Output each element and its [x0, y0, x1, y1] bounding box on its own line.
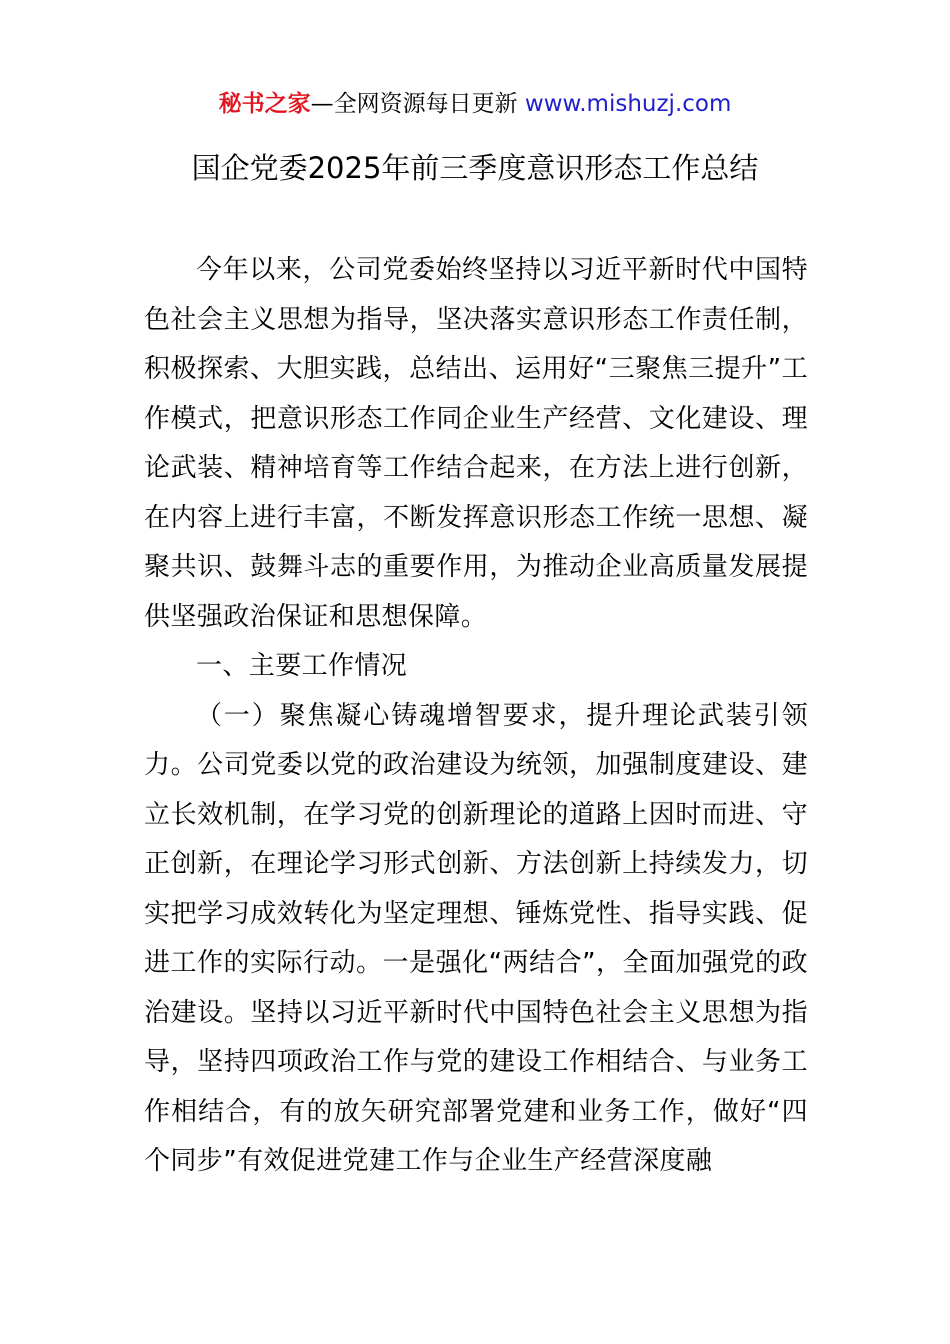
intro-paragraph: 今年以来，公司党委始终坚持以习近平新时代中国特色社会主义思想为指导，坚决落实意识形态工作责任制，积极探索、大胆实践，总结出、运用好“三聚焦三提升”工作模式，把意识形态工作同企业生产经营、文化建设、理论武装、精神培育等工作结合起来，在方法上进行创新，在内容上进行丰富，不断发挥意识形态工作统一思想、凝聚共识、鼓舞斗志的重要作用，为推动企业高质量发展提供坚强政治保证和思想保障。 [144, 255, 808, 632]
site-brand: 秘书之家 [218, 91, 311, 117]
document-body [144, 246, 808, 1187]
document-title: 国企党委2025年前三季度意识形态工作总结 [191, 151, 759, 185]
site-tagline: —全网资源每日更新 [310, 91, 525, 117]
section-heading: 一、主要工作情况 [196, 651, 408, 681]
body-paragraph: （一）聚焦凝心铸魂增智要求，提升理论武装引领力。公司党委以党的政治建设为统领，加强制度建设、建立长效机制，在学习党的创新理论的道路上因时而进、守正创新，在理论学习形式创新、方法创新上持续发力，切实把学习成效转化为坚定理想、锤炼党性、指导实践、促进工作的实际行动。一是强化“两结合”，全面加强党的政治建设。坚持以习近平新时代中国特色社会主义思想为指导，坚持四项政治工作与党的建设工作相结合、与业务工作相结合，有的放矢研究部署党建和业务工作，做好“四个同步”有效促进党建工作与企业生产经营深度融 [144, 700, 808, 1176]
site-url-link[interactable]: www.mishuzj.com [524, 91, 732, 117]
site-header [0, 86, 950, 122]
